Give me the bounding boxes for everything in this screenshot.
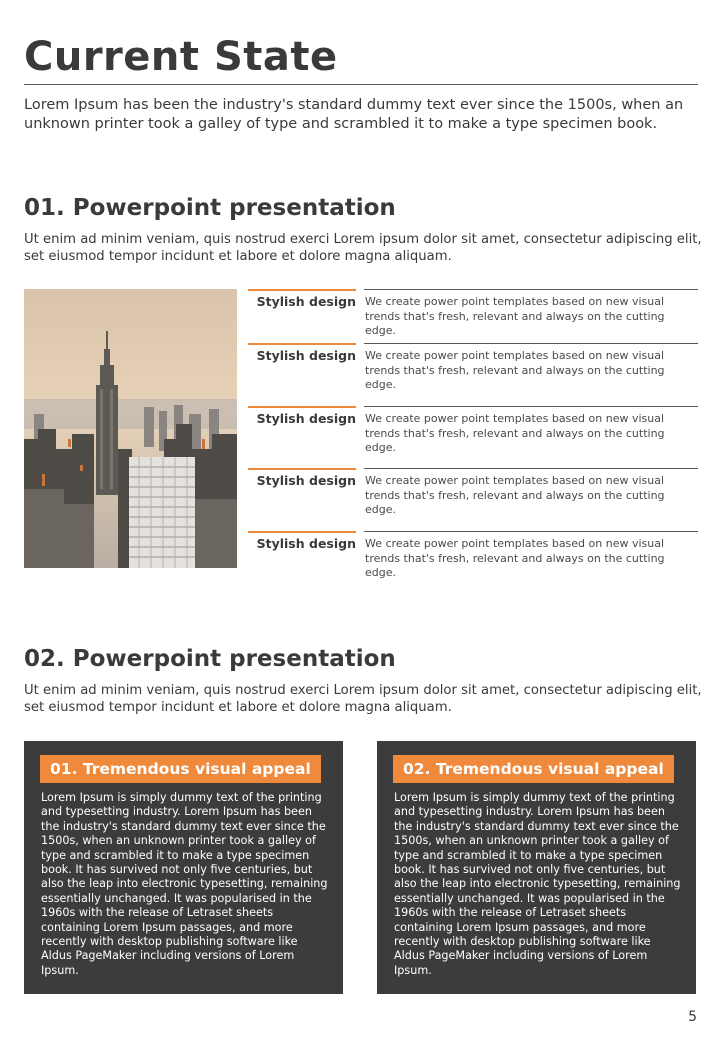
feature-label: Stylish design [256, 294, 356, 309]
page-number: 5 [688, 1009, 697, 1025]
feature-divider [364, 531, 698, 532]
feature-divider [364, 343, 698, 344]
feature-accent-line [248, 289, 356, 291]
section2-heading: 02. Powerpoint presentation [24, 646, 396, 672]
feature-description: We create power point templates based on new visual trends that's fresh, relevant and always on the cutting edge. [365, 295, 665, 337]
feature-accent-line [248, 343, 356, 345]
section2-lead: Ut enim ad minim veniam, quis nostrud exerci Lorem ipsum dolor sit amet, consectetur adipiscing elit, set eiusmod tempor incidunt et labore et dolore magna aliquam. [24, 683, 702, 715]
city-skyline-photo [24, 289, 237, 568]
section1-lead: Ut enim ad minim veniam, quis nostrud exerci Lorem ipsum dolor sit amet, consectetur adipiscing elit, set eiusmod tempor incidunt et labore et dolore magna aliquam. [24, 232, 702, 264]
card-body: Lorem Ipsum is simply dummy text of the printing and typesetting industry. Lorem Ipsum has been the industry's standard dummy text ever since the 1500s, when an unknown printer took a galley of type and scrambled it to make a type specimen book. It has survived not only five centuries, but also the leap into electronic typesetting, remaining essentially unchanged. It was popularised in the 1960s with the release of Letraset sheets containing Lorem Ipsum passages, and more recently with desktop publishing software like Aldus PageMaker including versions of Lorem Ipsum. [41, 791, 328, 977]
feature-description: We create power point templates based on new visual trends that's fresh, relevant and always on the cutting edge. [365, 349, 665, 391]
feature-description: We create power point templates based on new visual trends that's fresh, relevant and always on the cutting edge. [365, 412, 665, 454]
section1-heading: 01. Powerpoint presentation [24, 195, 396, 221]
feature-accent-line [248, 406, 356, 408]
feature-label: Stylish design [256, 348, 356, 363]
card-title: 02. Tremendous visual appeal [393, 755, 674, 783]
visual-appeal-card [377, 741, 696, 994]
card-body: Lorem Ipsum is simply dummy text of the printing and typesetting industry. Lorem Ipsum has been the industry's standard dummy text ever since the 1500s, when an unknown printer took a galley of type and scrambled it to make a type specimen book. It has survived not only five centuries, but also the leap into electronic typesetting, remaining essentially unchanged. It was popularised in the 1960s with the release of Letraset sheets containing Lorem Ipsum passages, and more recently with desktop publishing software like Aldus PageMaker including versions of Lorem Ipsum. [394, 791, 681, 977]
feature-label: Stylish design [256, 536, 356, 551]
feature-item [248, 343, 698, 405]
feature-accent-line [248, 468, 356, 470]
feature-description: We create power point templates based on new visual trends that's fresh, relevant and always on the cutting edge. [365, 474, 665, 516]
page-title: Current State [24, 34, 338, 80]
intro-paragraph: Lorem Ipsum has been the industry's standard dummy text ever since the 1500s, when an unknown printer took a galley of type and scrambled it to make a type specimen book. [24, 97, 684, 132]
visual-appeal-card [24, 741, 343, 994]
feature-accent-line [248, 531, 356, 533]
feature-divider [364, 468, 698, 469]
feature-divider [364, 289, 698, 290]
feature-item [248, 406, 698, 468]
feature-description: We create power point templates based on new visual trends that's fresh, relevant and always on the cutting edge. [365, 537, 665, 579]
feature-item [248, 468, 698, 530]
feature-item [248, 289, 698, 351]
feature-item [248, 531, 698, 593]
feature-label: Stylish design [256, 473, 356, 488]
feature-divider [364, 406, 698, 407]
title-divider [24, 84, 698, 85]
card-title: 01. Tremendous visual appeal [40, 755, 321, 783]
feature-label: Stylish design [256, 411, 356, 426]
